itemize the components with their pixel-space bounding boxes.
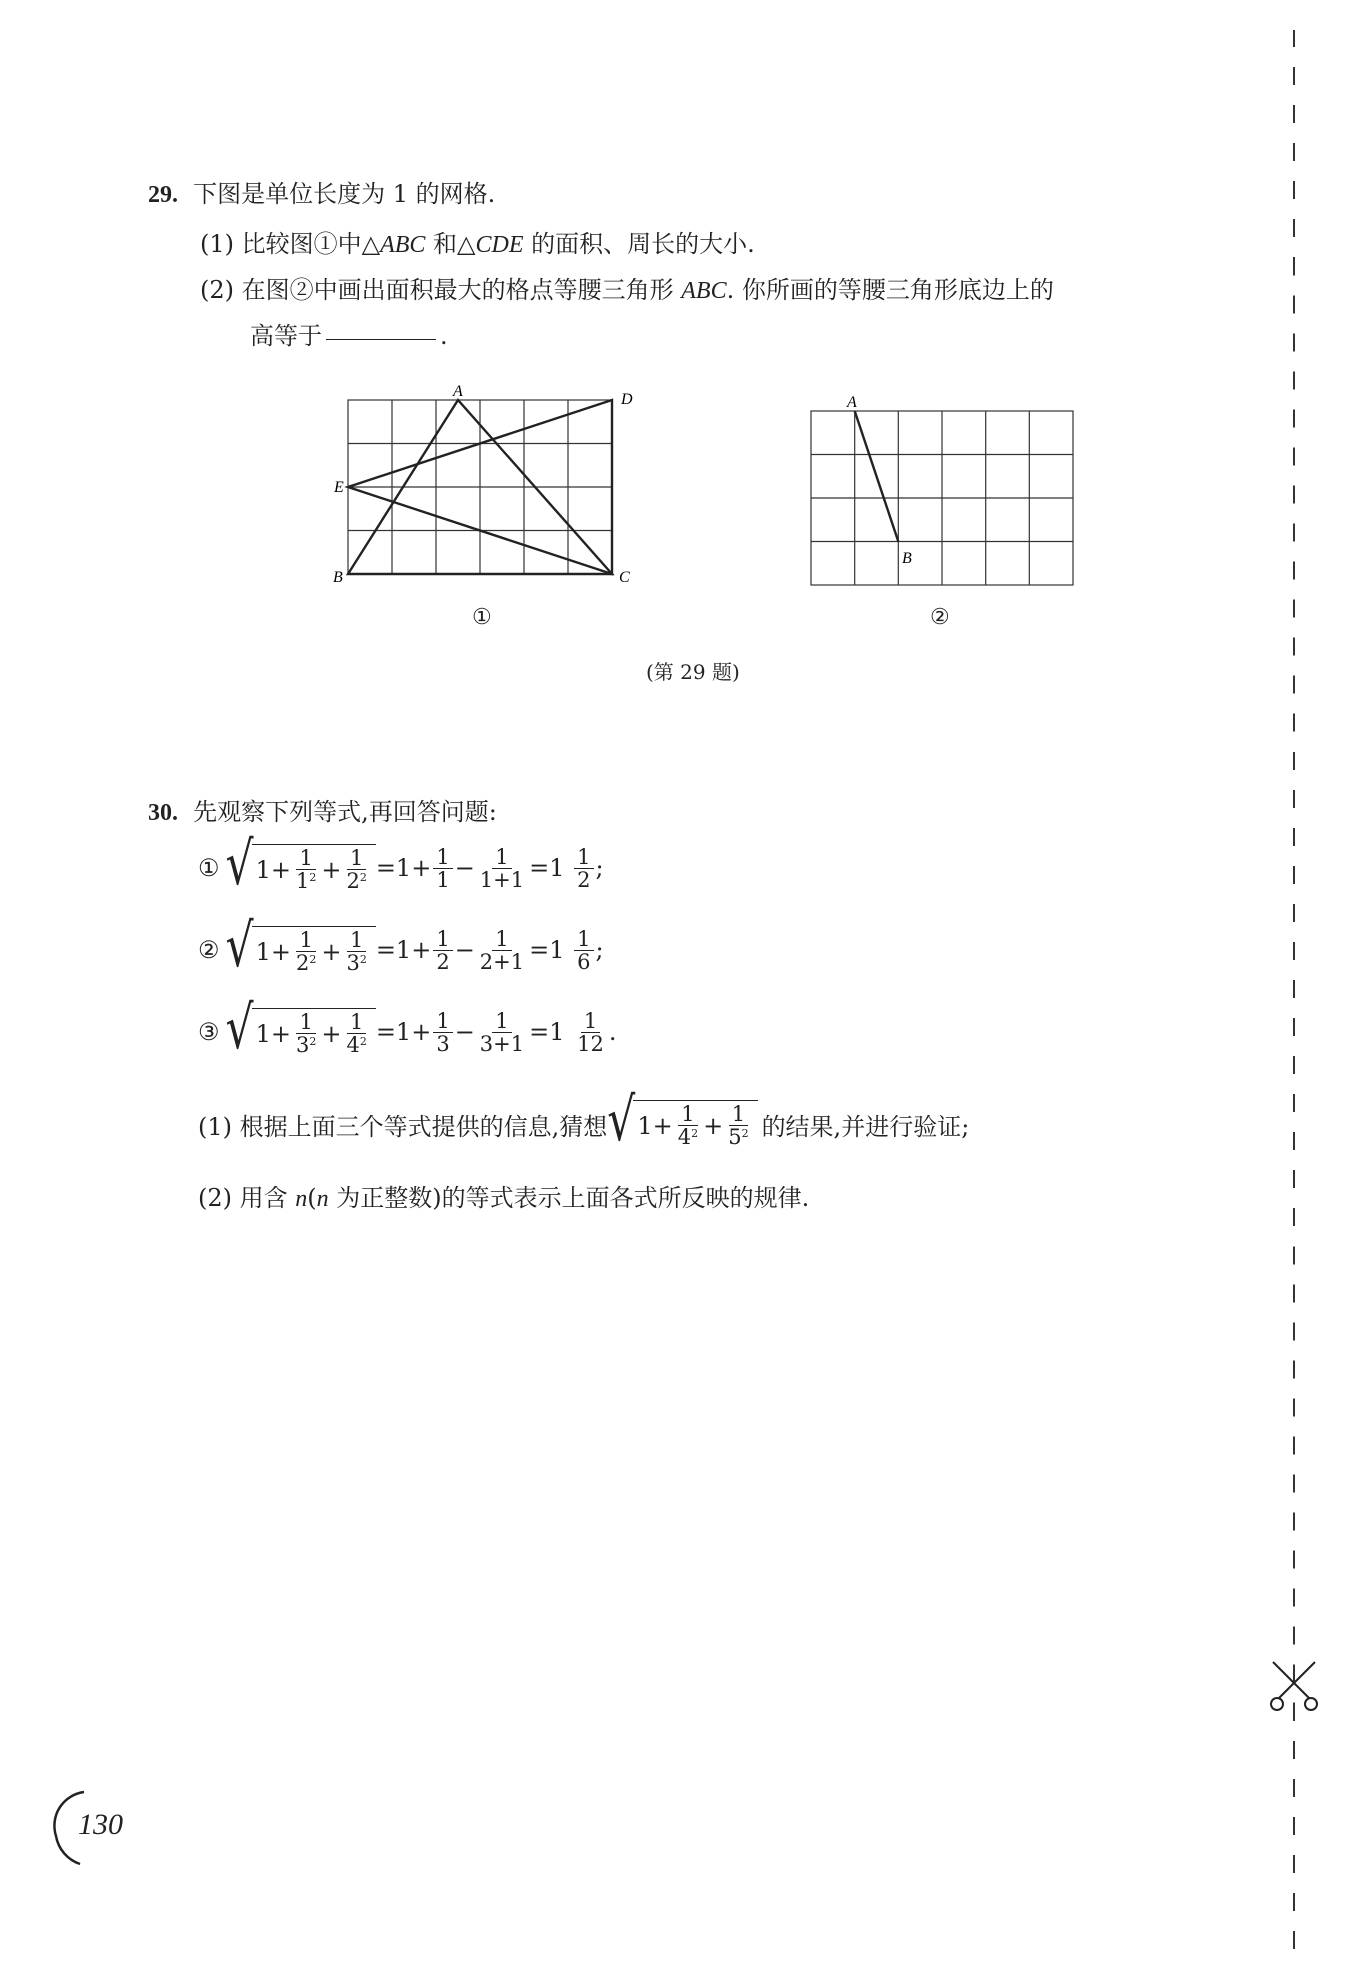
question-stem: 下图是单位长度为 1 的网格. [193,180,496,208]
scissors-icon [1265,1658,1323,1716]
q29-part2: (2) 在图②中画出面积最大的格点等腰三角形 ABC. 你所画的等腰三角形底边上的 [200,276,1054,304]
page-number: 130 [78,1808,123,1841]
question-number: 29. [148,182,178,208]
figure-2-grid [800,395,1090,595]
figure-caption: (第 29 题) [646,660,740,684]
question-29 [148,174,495,209]
answer-blank[interactable] [326,339,436,340]
q30-part1: (1) 根据上面三个等式提供的信息,猜想 √ 1+ $\frac{1}{4^2}$ + $\frac{1}{5^2}$ 的结果,并进行验证; [198,1086,970,1156]
figure-2-caption: ② [930,605,950,630]
question-number: 30. [148,800,178,826]
label-b: B [333,569,343,586]
question-stem: 先观察下列等式,再回答问题: [193,798,497,826]
q29-part2-line2: 高等于 . [250,322,448,350]
figure-1-caption: ① [472,605,492,630]
figure-1-grid [330,385,650,595]
label-b: B [902,550,912,567]
page-number-badge [50,1780,140,1870]
equation-3: ③ √ 1+ $\frac{1}{3^2}$ + $\frac{1}{4^2}$ =1+ $\frac{1}{3}$ − $\frac{1}{3+1}$ = 1 $\frac{1}{12}$ . [198,994,617,1064]
question-30 [148,792,497,827]
label-a: A [453,385,463,400]
segment-ab [855,411,899,542]
label-c: C [619,569,630,586]
label-a: A [847,395,857,411]
label-e: E [334,479,344,496]
label-d: D [621,391,633,408]
equation-2: ② √ 1+ $\frac{1}{2^2}$ + $\frac{1}{3^2}$ =1+ $\frac{1}{2}$ − $\frac{1}{2+1}$ = 1 $\frac{1}{6}$ ; [198,912,604,982]
equation-1: ① √ 1+ $\frac{1}{1^2}$ + $\frac{1}{2^2}$ =1+ $\frac{1}{1}$ − $\frac{1}{1+1}$ = 1 $\frac{1}{2}$ ; [198,830,604,900]
q29-part1: (1) 比较图①中△ABC 和△CDE 的面积、周长的大小. [200,230,755,258]
q30-part2: (2) 用含 n(n 为正整数)的等式表示上面各式所反映的规律. [198,1184,810,1212]
